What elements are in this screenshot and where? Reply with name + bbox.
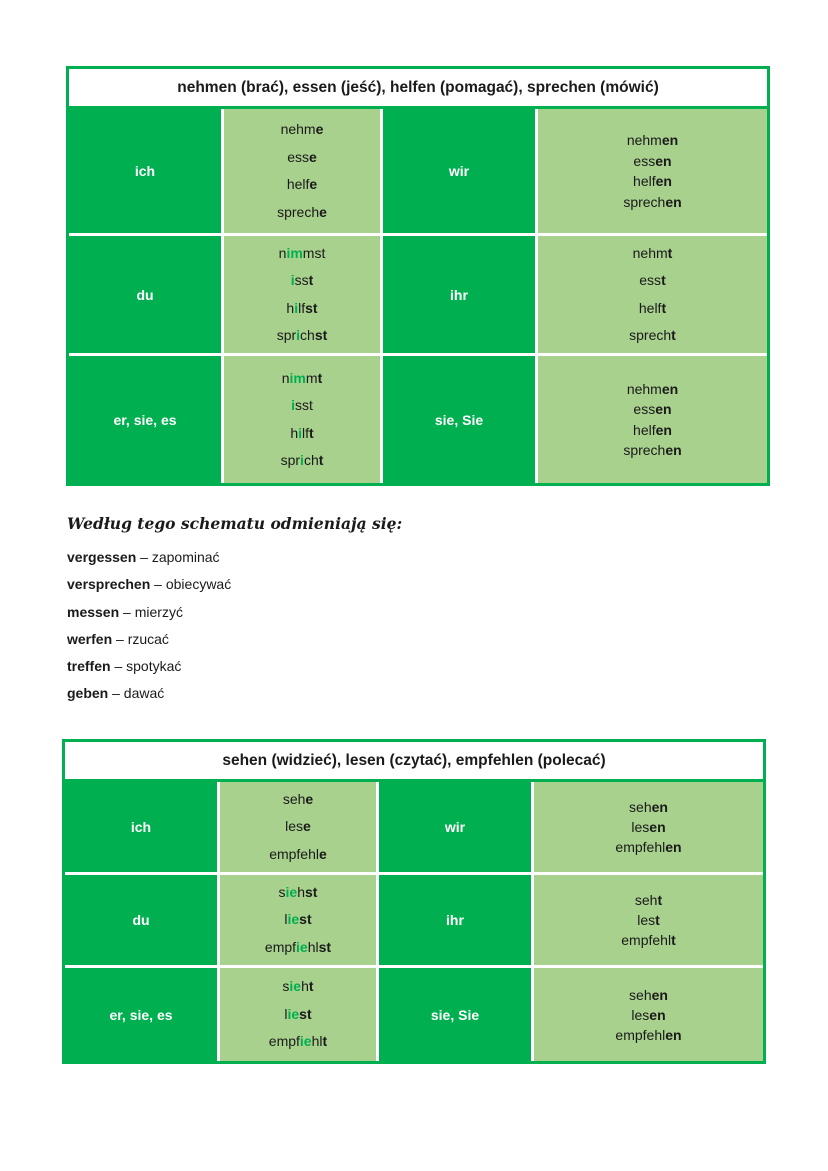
table-1-header: nehmen (brać), essen (jeść), helfen (pomagać), sprechen (mówić) bbox=[69, 69, 767, 109]
scheme-title: Według tego schematu odmieniają się: bbox=[67, 514, 403, 533]
verb-form: helft bbox=[638, 299, 667, 316]
forms-wir bbox=[534, 782, 763, 875]
verb-form: esse bbox=[287, 148, 317, 165]
verb-form: hilfst bbox=[286, 299, 318, 316]
verb-german: geben bbox=[67, 685, 109, 702]
table-1-grid bbox=[69, 109, 767, 483]
table-2-grid bbox=[65, 782, 763, 1061]
forms-sie-Sie bbox=[538, 356, 767, 483]
verb-form: empfehle bbox=[269, 845, 327, 862]
verb-form: empfehlen bbox=[615, 1026, 682, 1043]
pronoun-ich: ich bbox=[69, 109, 224, 236]
verb-form: nimmt bbox=[281, 369, 323, 386]
verb-form: sprecht bbox=[629, 327, 676, 343]
pronoun-du: du bbox=[65, 875, 220, 968]
verb-polish: – dawać bbox=[108, 685, 165, 702]
pronoun-sie-Sie: sie, Sie bbox=[379, 968, 534, 1061]
verb-form: isst bbox=[291, 397, 313, 413]
conjugation-table-1 bbox=[66, 66, 770, 486]
verb-form: sprichst bbox=[276, 327, 328, 343]
verb-form: liest bbox=[284, 911, 312, 928]
verb-form: empfehlen bbox=[615, 839, 682, 855]
verb-form: nehmt bbox=[632, 244, 673, 261]
verb-item bbox=[67, 628, 231, 655]
pronoun-er-sie-es: er, sie, es bbox=[69, 356, 224, 483]
verb-form: seht bbox=[634, 892, 663, 908]
verb-form: helfen bbox=[633, 421, 672, 438]
verb-form: nimmst bbox=[278, 244, 326, 261]
verb-form: empfehlt bbox=[621, 932, 676, 948]
verb-german: messen bbox=[67, 603, 120, 620]
verb-form: sehen bbox=[629, 986, 668, 1003]
verb-form: spreche bbox=[277, 203, 327, 220]
pronoun-sie-Sie: sie, Sie bbox=[383, 356, 538, 483]
verb-form: sprechen bbox=[623, 442, 682, 458]
verb-form: nehmen bbox=[626, 132, 679, 148]
verb-polish: – spotykać bbox=[110, 658, 182, 675]
verb-form: essen bbox=[633, 152, 672, 169]
pronoun-ich: ich bbox=[65, 782, 220, 875]
verb-german: werfen bbox=[67, 630, 113, 647]
verb-item bbox=[67, 682, 231, 709]
verb-form: sehe bbox=[282, 790, 314, 807]
forms-sie-Sie bbox=[534, 968, 763, 1061]
verb-form: lese bbox=[285, 818, 311, 835]
conjugation-table-2 bbox=[62, 739, 766, 1064]
verb-form: lest bbox=[637, 912, 660, 928]
verb-form: sieht bbox=[282, 978, 314, 995]
verb-polish: – rzucać bbox=[112, 630, 169, 647]
verb-form: helfen bbox=[633, 173, 672, 189]
forms-du bbox=[224, 236, 383, 356]
pronoun-er-sie-es: er, sie, es bbox=[65, 968, 220, 1061]
verb-polish: – mierzyć bbox=[119, 603, 183, 620]
verb-list bbox=[67, 546, 231, 710]
verb-form: empfiehlst bbox=[264, 938, 332, 955]
verb-item bbox=[67, 573, 231, 600]
forms-ich bbox=[224, 109, 383, 236]
forms-er-sie-es bbox=[220, 968, 379, 1061]
verb-polish: – obiecywać bbox=[150, 576, 232, 593]
verb-polish: – zapominać bbox=[136, 549, 220, 565]
verb-form: hilft bbox=[290, 424, 314, 441]
verb-form: esst bbox=[639, 272, 666, 288]
verb-form: nehmen bbox=[626, 380, 679, 397]
verb-form: siehst bbox=[278, 883, 318, 900]
verb-german: versprechen bbox=[67, 576, 151, 593]
verb-form: liest bbox=[284, 1005, 312, 1022]
verb-german: treffen bbox=[67, 658, 111, 675]
pronoun-du: du bbox=[69, 236, 224, 356]
verb-form: helfe bbox=[286, 176, 318, 192]
forms-wir bbox=[538, 109, 767, 236]
forms-ihr bbox=[534, 875, 763, 968]
verb-form: nehme bbox=[280, 121, 324, 137]
table-2-header: sehen (widzieć), lesen (czytać), empfehlen (polecać) bbox=[65, 742, 763, 782]
verb-german: vergessen bbox=[67, 549, 137, 565]
verb-form: sehen bbox=[629, 799, 668, 815]
verb-form: essen bbox=[633, 401, 672, 417]
forms-du bbox=[220, 875, 379, 968]
forms-ich bbox=[220, 782, 379, 875]
pronoun-ihr: ihr bbox=[383, 236, 538, 356]
forms-er-sie-es bbox=[224, 356, 383, 483]
verb-item bbox=[67, 546, 231, 573]
verb-form: lesen bbox=[631, 1006, 666, 1023]
verb-form: isst bbox=[290, 272, 314, 288]
verb-item bbox=[67, 655, 231, 682]
verb-item bbox=[67, 601, 231, 628]
pronoun-wir: wir bbox=[379, 782, 534, 875]
verb-form: sprechen bbox=[623, 193, 682, 210]
pronoun-wir: wir bbox=[383, 109, 538, 236]
verb-form: empfiehlt bbox=[268, 1033, 328, 1050]
pronoun-ihr: ihr bbox=[379, 875, 534, 968]
forms-ihr bbox=[538, 236, 767, 356]
verb-form: spricht bbox=[280, 452, 324, 468]
verb-form: lesen bbox=[631, 819, 666, 835]
